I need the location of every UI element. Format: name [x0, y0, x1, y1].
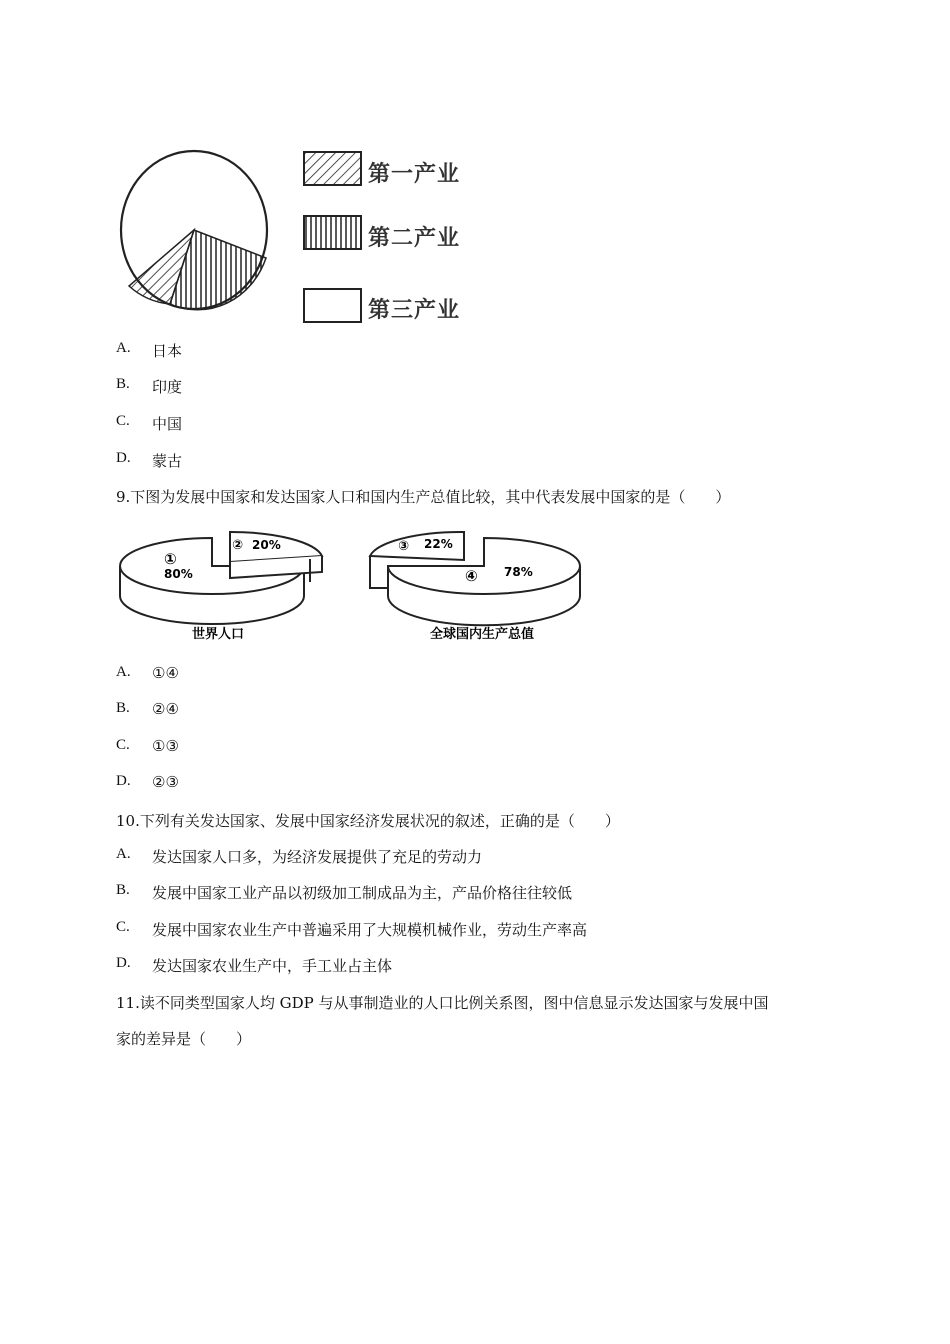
- q10-stem: 10.下列有关发达国家、发展中国家经济发展状况的叙述，正确的是（ ）: [116, 812, 620, 830]
- pie-right-title: 全球国内生产总值: [430, 627, 535, 642]
- option-text: 中国: [152, 415, 183, 433]
- q9-stem: 9.下图为发展中国家和发达国家人口和国内生产总值比较，其中代表发展中国家的是（ ）: [116, 488, 731, 506]
- pie-right-slice-value: 22%: [424, 537, 453, 551]
- option-text: 日本: [152, 342, 183, 360]
- option-text: 发展中国家农业生产中普遍采用了大规模机械作业，劳动生产率高: [152, 921, 588, 939]
- option-text: ②④: [152, 700, 179, 718]
- option-letter: A.: [116, 340, 131, 356]
- option-letter: B.: [116, 700, 130, 716]
- option-text: ①④: [152, 664, 179, 682]
- q11-stem-line1: 11.读不同类型国家人均 GDP 与从事制造业的人口比例关系图，图中信息显示发达国家与发展中国: [116, 994, 769, 1012]
- option-letter: C.: [116, 413, 130, 429]
- q11-stem-line2: 家的差异是（ ）: [116, 1030, 252, 1048]
- option-letter: C.: [116, 737, 130, 753]
- pie-world-population: [120, 532, 322, 624]
- option-text: ①③: [152, 737, 179, 755]
- option-letter: D.: [116, 450, 131, 466]
- option-text: 发达国家农业生产中，手工业占主体: [152, 957, 393, 975]
- option-letter: A.: [116, 846, 131, 862]
- legend-swatch-primary: [304, 152, 361, 185]
- pie-left-main-value: 80%: [164, 567, 193, 581]
- pie-left-title: 世界人口: [192, 627, 245, 642]
- option-text: 发展中国家工业产品以初级加工制成品为主，产品价格往往较低: [152, 884, 573, 902]
- pie-left-slice-value: 20%: [252, 538, 281, 552]
- option-letter: D.: [116, 773, 131, 789]
- option-letter: B.: [116, 376, 130, 392]
- legend-label-secondary: 第二产业: [368, 226, 461, 251]
- pie-left-main-label: ①: [164, 550, 177, 568]
- option-text: 印度: [152, 378, 183, 396]
- population-gdp-pies: [112, 526, 592, 648]
- pie-right-slice-label: ③: [398, 539, 410, 554]
- option-letter: A.: [116, 664, 131, 680]
- legend-swatch-secondary: [304, 216, 361, 249]
- pie-right-main-label: ④: [465, 567, 478, 585]
- option-text: 蒙古: [152, 452, 183, 470]
- option-text: ②③: [152, 773, 179, 791]
- option-letter: D.: [116, 955, 131, 971]
- pie-right-main-value: 78%: [504, 565, 533, 579]
- legend-swatch-tertiary: [304, 289, 361, 322]
- option-letter: C.: [116, 919, 130, 935]
- option-text: 发达国家人口多，为经济发展提供了充足的劳动力: [152, 848, 483, 866]
- option-letter: B.: [116, 882, 130, 898]
- legend-label-tertiary: 第三产业: [368, 298, 461, 323]
- pie-left-slice-label: ②: [232, 538, 244, 553]
- legend-label-primary: 第一产业: [368, 162, 461, 187]
